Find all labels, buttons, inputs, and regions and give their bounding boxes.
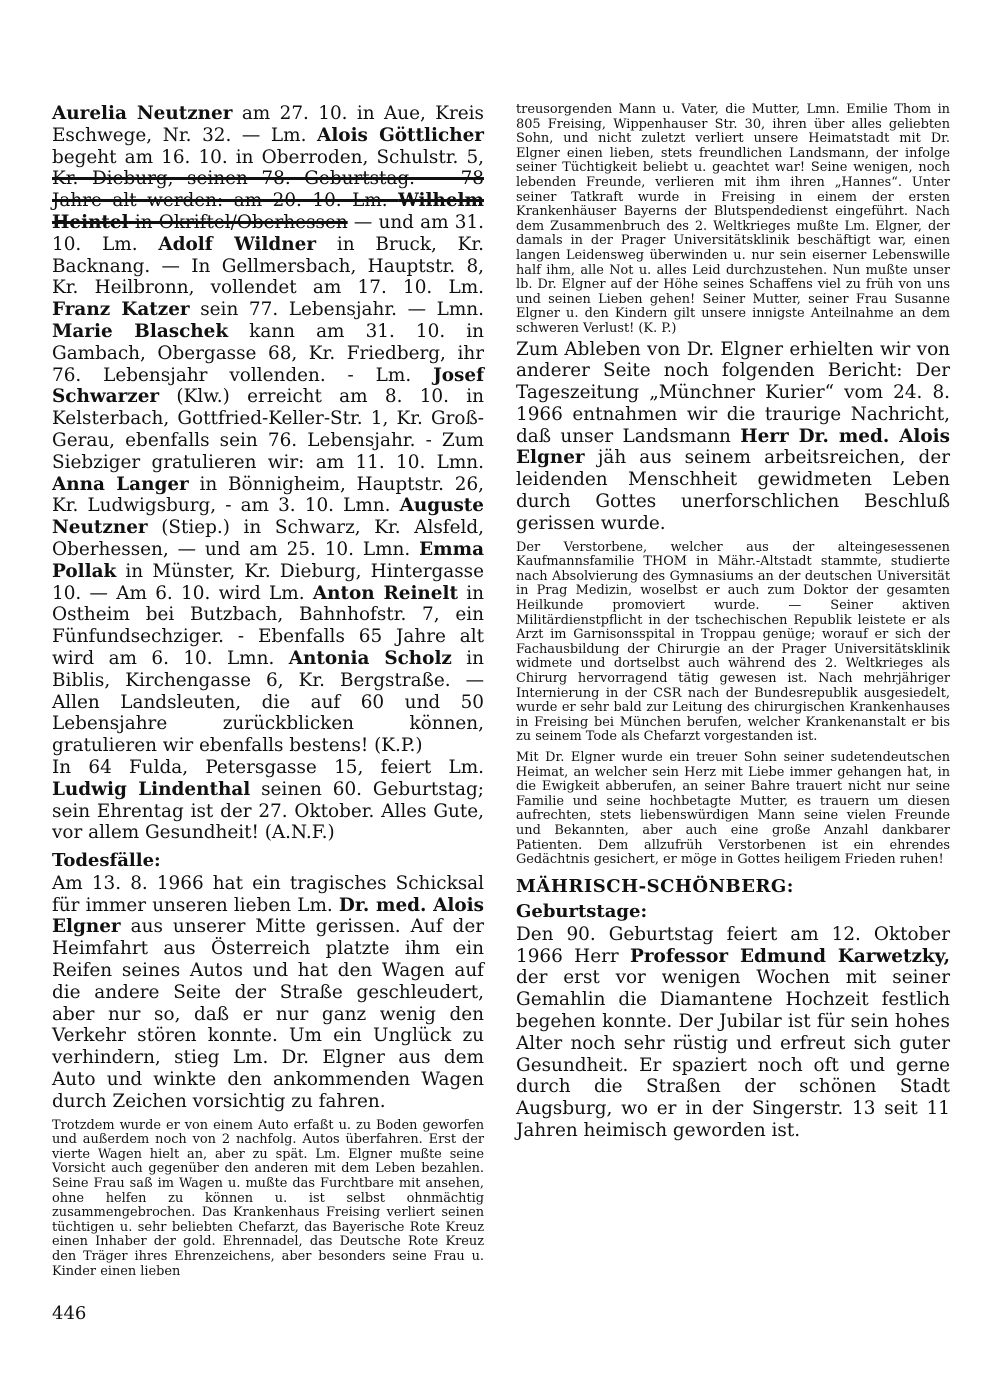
elgner-obituary-continued: treusorgenden Mann u. Vater, die Mutter, Lmn. Emilie Thom in 805 Freising, Wippenhauser Str. 30, ihren über alles geliebten Sohn, und nicht zuletzt verliert unsere Heimatstadt mit Dr. Elgner einen lieben, stets freundlichen Landsmann, der infolge seiner Tüchtigkeit beliebt u. geachtet war! Seine wenigen, noch lebenden Freunde, verlieren mit ihm ihren „Hannes“. Unter seiner Tatkraft wurde in Freising in einem der ersten Krankenhäuser Bayerns der Blutspendedienst eingeführt. Nach dem Zusammenbruch des 2. Weltkrieges mußte Lm. Elgner, der damals in der Prager Universitätsklinik beschäftigt war, einen langen Leidensweg überwinden u. nur sein eiserner Lebenswille half ihm, alle Not u. alles Leid durchzustehen. Nun mußte unser lb. Dr. Elgner auf der Höhe seines Schaffens viel zu früh von uns und seinen Lieben gehen! Seiner Mutter, seiner Frau Susanne Elgner u. den Kindern gilt unsere innigste Anteilnahme an dem schweren Verlust! (K. P.) [516,102,950,336]
bold-name-run: Franz Katzer [52,299,190,321]
bold-name-run: Adolf Wildner [158,233,317,255]
bold-name-run: Dr. med. Alois Elgner [52,894,484,938]
text-run: in Bruck, Kr. Backnang. — In Gellmersbach, Hauptstr. 8, Kr. Heilbronn, vollendet am 17. 10. Lm. [52,233,485,299]
birthdays-heading: Geburtstage: [516,900,648,922]
bold-name-run: Professor Edmund Karwetzky, [630,945,950,967]
bold-name-run: Emma Pollak [52,538,484,582]
bold-name-run: Auguste Neutzner [52,495,484,539]
text-run: kann am 31. 10. in Gambach, Obergasse 68, Kr. Friedberg, ihr 76. Lebensjahr vollenden. - Lm. [52,320,484,386]
elgner-report-paragraph [516,339,950,535]
bold-name-run: Wilhelm Heintel [52,190,484,233]
text-run: in Bönnigheim, Hauptstr. 26, Kr. Ludwigsburg, - am 3. 10. Lmn. [52,473,485,517]
deaths-heading: Todesfälle: [52,850,161,872]
text-run: sein 77. Lebensjahr. — Lmn. [189,299,484,321]
text-run: in Münster, Kr. Dieburg, Hintergasse 10. — Am 6. 10. wird Lm. [52,560,484,604]
bold-name-run: Antonia Scholz [288,647,452,669]
text-run: in Biblis, Kirchengasse 6, Kr. Bergstraße. — Allen Landsleuten, die auf 60 und 50 Lebensjahre zurückblicken können, gratulieren wir ebenfalls bestens! (K.P.) [52,647,484,757]
elgner-memorial-paragraph: Mit Dr. Elgner wurde ein treuer Sohn seiner sudetendeutschen Heimat, an welcher sein Herz mit Liebe immer gehangen hat, in die Ewigkeit abberufen, an seiner Bahre trauert nicht nur seine Familie und seine hochbetagte Mutter, es trauern um diesen aufrechten, stets liebenswürdigen Mann seine vielen Freunde und Bekannten, aber auch eine große Anzahl dankbarer Patienten. Dem allzufrüh Verstorbenen ist ein ehrendes Gedächtnis gesichert, er möge in Gottes heiligem Frieden ruhen! [516,749,950,868]
text-run: In 64 Fulda, Petersgasse 15, feiert Lm. [52,756,484,778]
bold-name-run: Aurelia Neutzner [52,103,233,124]
karwetzky-birthday-paragraph [516,924,950,1142]
bold-name-run: Ludwig Lindenthal [52,778,251,800]
text-run: — und am 31. 10. Lm. [52,211,484,255]
text-run: Den 90. Geburtstag feiert am 12. Oktober 1966 Herr [516,923,950,967]
text-run: in Okriftel/Oberhessen [128,211,348,233]
elgner-accident-detail: Trotzdem wurde er von einem Auto erfaßt u. zu Boden geworfen und außerdem noch von 2 nachfolg. Autos überfahren. Erst der vierte Wagen hielt an, aber zu spät. Lm. Elgner mußte seine Vorsicht auch gegenüber den anderen mit dem Leben bezahlen. Seine Frau saß im Wagen u. mußte das Furchtbare mit ansehen, ohne helfen zu können u. ist selbst ohnmächtig zusammengebrochen. Das Krankenhaus Freising verliert seinen tüchtigen u. sehr beliebten Chefarzt, das Bayerische Rote Kreuz einen Inhaber der gold. Ehrennadel, das Deutsche Rote Kreuz den Träger ihres Ehrenzeichens, aber besonders seine Frau u. Kinder einen lieben [52,1117,484,1279]
right-column [516,103,950,1144]
section-heading: MÄHRISCH-SCHÖNBERG: [516,875,794,897]
text-run: am 27. 10. in Aue, Kreis Eschwege, Nr. 32. — Lm. [52,103,484,146]
text-run: der erst vor wenigen Wochen mit seiner Gemahlin die Diamantene Hochzeit festlich begehen konnte. Der Jubilar ist für sein hohes Alter noch sehr rüstig und erfreut sich guter Gesundheit. Er spaziert noch oft und gerne durch die Straßen der schönen Stadt Augsburg, wo er in der Singerstr. 13 seit 11 Jahren heimisch geworden ist. [516,967,950,1141]
bold-name-run: Marie Blaschek [52,320,229,342]
text-run: begeht am 16. 10. in Oberroden, Schulstr. 5, [52,146,484,168]
text-run: (Klw.) erreicht am 8. 10. in Kelsterbach, Gottfried-Keller-Str. 1, Kr. Groß-Gerau, ebenfalls sein 76. Lebensjahr. - Zum Siebziger gratulieren wir: am 11. 10. Lmn. [52,386,484,473]
bold-name-run: Anton Reinelt [312,582,458,604]
fulda-birthday-paragraph [52,757,484,844]
text-run: in Ostheim bei Butzbach, Bahnhofstr. 7, ein Fünfundsechziger. - Ebenfalls 65 Jahre alt wird am 6. 10. Lmn. [52,582,484,669]
text-run: (Stiep.) in Schwarz, Kr. Alsfeld, Oberhessen, — und am 25. 10. Lmn. [52,517,484,560]
bold-name-run: Herr Dr. med. Alois Elgner [516,425,951,469]
bold-name-run: Josef Schwarzer [52,364,484,408]
elgner-accident-paragraph [52,873,484,1113]
bold-name-run: Anna Langer [52,473,189,495]
birthday-notices-paragraph [52,103,484,757]
text-run: Zum Ableben von Dr. Elgner erhielten wir von anderer Seite noch folgenden Bericht: Der Tageszeitung „Münchner Kurier“ vom 24. 8. 1966 entnahmen wir die traurige Nachricht, daß unser Landsmann [516,338,950,447]
bold-name-run: Alois Göttlicher [317,124,484,146]
page-number: 446 [52,1303,87,1324]
text-run: seinen 60. Geburtstag; sein Ehrentag ist der 27. Oktober. Alles Gute, vor allem Gesundheit! (A.N.F.) [52,778,484,844]
left-column [52,103,484,1281]
text-run: jäh aus seinem arbeitsreichen, der leidenden Menschheit gewidmeten Leben durch Gottes unerforschlichen Beschluß gerissen wurde. [516,447,950,534]
text-run: aus unserer Mitte gerissen. Auf der Heimfahrt aus Österreich platzte ihm ein Reifen seines Autos und hat den Wagen auf die andere Seite der Straße geschleudert, aber nur so, daß er nur ganz wenig den Verkehr stören konnte. Um ein Unglück zu verhindern, stieg Lm. Dr. Elgner aus dem Auto und winkte den ankommenden Wagen durch Zeichen vorsichtig zu fahren. [52,916,484,1112]
text-run: Kr. Dieburg, seinen 78. Geburtstag. — 78 Jahre alt werden: am 20. 10. Lm. [52,168,484,212]
text-run: Am 13. 8. 1966 hat ein tragisches Schicksal für immer unseren lieben Lm. [52,872,484,916]
elgner-biography-paragraph: Der Verstorbene, welcher aus der alteingesessenen Kaufmannsfamilie THOM in Mähr.-Altstadt stammte, studierte nach Absolvierung des Gymnasiums an der deutschen Universität in Prag Medizin, woselbst er auch zum Doktor der gesamten Heilkunde promoviert wurde. — Seiner aktiven Militärdienstpflicht in der tschechischen Republik leistete er als Arzt im Garnisonsspital in Troppau genüge; worauf er sich der Fachausbildung der Chirurgie an der Prager Universitätsklinik widmete und dortselbst auch während des 2. Weltkrieges als Chirurg hervorragend tätig gewesen ist. Nach mehrjähriger Internierung in der CSR nach der Bundesrepublik ausgesiedelt, wurde er sehr bald zur Leitung des chirurgischen Krankenhauses in Freising bei München berufen, welcher Krankenanstalt er bis zu seinem Tode als Chefarzt vorgestanden ist. [516,539,950,745]
